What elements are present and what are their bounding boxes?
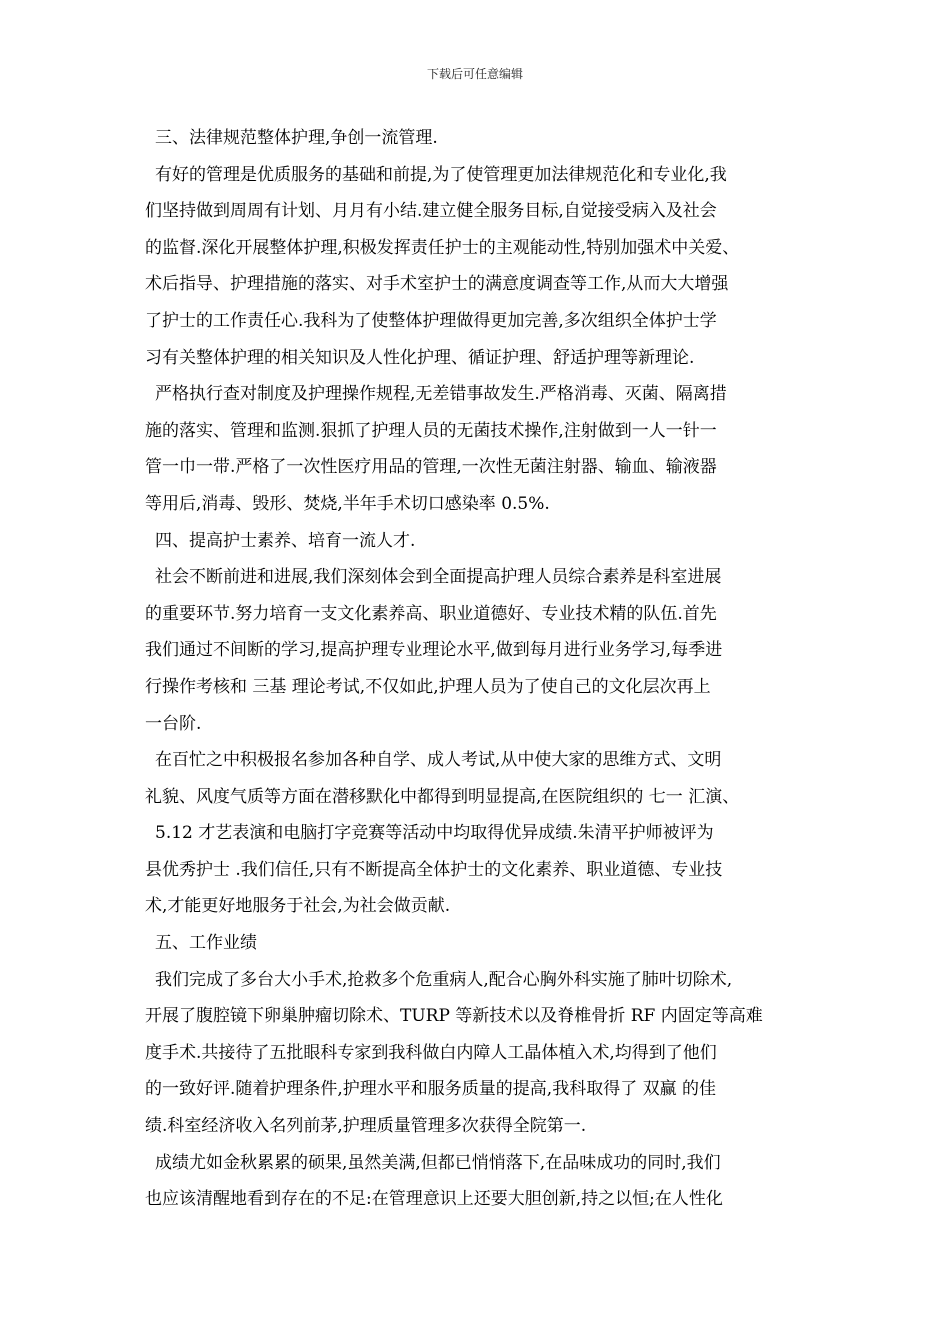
text-line: 5.12 才艺表演和电脑打字竞赛等活动中均取得优异成绩.朱清平护师被评为 (155, 823, 714, 844)
text-line: 也应该清醒地看到存在的不足:在管理意识上还要大胆创新,持之以恒;在人性化 (145, 1189, 723, 1210)
text-line: 县优秀护士 .我们信任,只有不断提高全体护士的文化素养、职业道德、专业技 (145, 859, 723, 880)
document-body (145, 120, 810, 1218)
text-line: 们坚持做到周周有计划、月月有小结.建立健全服务目标,自觉接受病入及社会 (145, 201, 717, 222)
page-header: 下载后可任意编辑 (426, 67, 523, 81)
section-heading: 三、法律规范整体护理,争创一流管理. (155, 128, 438, 148)
text-line: 开展了腹腔镜下卵巢肿瘤切除术、TURP 等新技术以及脊椎骨折 RF 内固定等高难 (145, 1006, 763, 1027)
text-line: 术,才能更好地服务于社会,为社会做贡献. (145, 896, 451, 917)
text-line: 成绩尤如金秋累累的硕果,虽然美满,但都已悄悄落下,在品味成功的同时,我们 (155, 1152, 721, 1173)
text-line: 管一巾一带.严格了一次性医疗用品的管理,一次性无菌注射器、输血、输液器 (145, 457, 717, 478)
text-line: 我们通过不间断的学习,提高护理专业理论水平,做到每月进行业务学习,每季进 (145, 640, 723, 661)
text-line: 等用后,消毒、毁形、焚烧,半年手术切口感染率 0.5%. (145, 493, 550, 514)
text-line: 在百忙之中积极报名参加各种自学、成人考试,从中使大家的思维方式、文明 (155, 750, 722, 771)
text-line: 了护士的工作责任心.我科为了使整体护理做得更加完善,多次组织全体护士学 (145, 310, 717, 331)
text-line: 术后指导、护理措施的落实、对手术室护士的满意度调查等工作,从而大大增强 (145, 274, 729, 295)
text-line: 的重要环节.努力培育一支文化素养高、职业道德好、专业技术精的队伍.首先 (145, 603, 717, 624)
text-line: 有好的管理是优质服务的基础和前提,为了使管理更加法律规范化和专业化,我 (155, 164, 727, 185)
text-line: 施的落实、管理和监测.狠抓了护理人员的无菌技术操作,注射做到一人一针一 (145, 420, 717, 441)
section-heading: 五、工作业绩 (155, 933, 257, 954)
text-line: 一台阶. (145, 713, 202, 734)
text-line: 我们完成了多台大小手术,抢救多个危重病人,配合心胸外科实施了肺叶切除术, (155, 969, 733, 990)
text-line: 社会不断前进和进展,我们深刻体会到全面提高护理人员综合素养是科室进展 (155, 567, 722, 588)
text-line: 习有关整体护理的相关知识及人性化护理、循证护理、舒适护理等新理论. (145, 347, 695, 368)
text-line: 的监督.深化开展整体护理,积极发挥责任护士的主观能动性,特别加强术中关爱、 (145, 237, 740, 258)
section-heading: 四、提高护士素养、培育一流人才. (155, 530, 416, 551)
text-line: 严格执行查对制度及护理操作规程,无差错事故发生.严格消毒、灭菌、隔离措 (155, 384, 727, 405)
text-line: 度手术.共接待了五批眼科专家到我科做白内障人工晶体植入术,均得到了他们 (145, 1042, 717, 1063)
text-line: 的一致好评.随着护理条件,护理水平和服务质量的提高,我科取得了 双赢 的佳 (145, 1079, 717, 1100)
text-line: 礼貌、风度气质等方面在潜移默化中都得到明显提高,在医院组织的 七一 汇演、 (145, 786, 740, 807)
text-line: 绩.科室经济收入名列前茅,护理质量管理多次获得全院第一. (145, 1116, 587, 1137)
text-line: 行操作考核和 三基 理论考试,不仅如此,护理人员为了使自己的文化层次再上 (145, 676, 711, 697)
